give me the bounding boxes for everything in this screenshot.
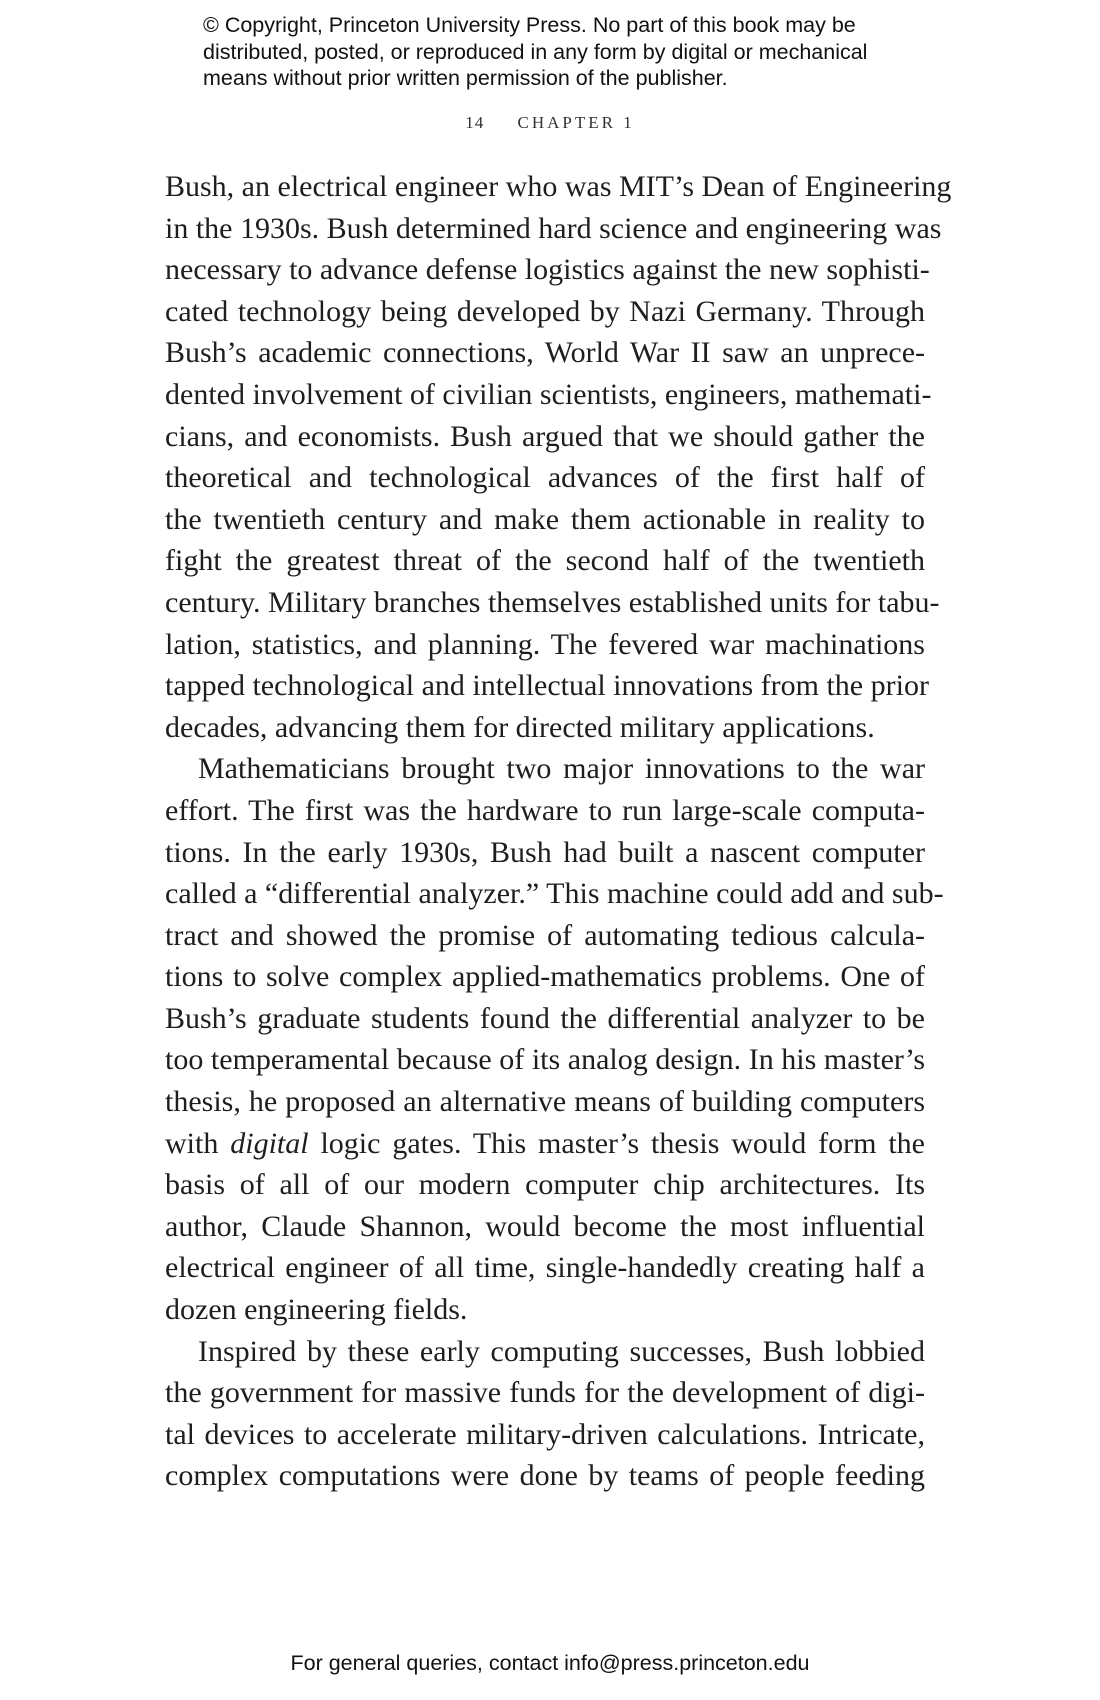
- text-line: the twentieth century and make them actionable in reality to: [165, 502, 925, 536]
- text-line: in the 1930s. Bush determined hard science and engineering was: [165, 211, 942, 245]
- body-text: [165, 166, 952, 1497]
- text-line: author, Claude Shannon, would become the most influential: [165, 1209, 925, 1243]
- running-head: [0, 113, 1100, 133]
- text-line: the government for massive funds for the development of digi-: [165, 1376, 925, 1410]
- text-line: called a “differential analyzer.” This machine could add and sub-: [165, 877, 944, 911]
- footer-contact: For general queries, contact info@press.princeton.edu: [290, 1651, 810, 1675]
- text-line: electrical engineer of all time, single-handedly creating half a: [165, 1251, 925, 1285]
- text-line: complex computations were done by teams of people feeding: [165, 1459, 925, 1493]
- paragraph-start-line: Mathematicians brought two major innovations to the war: [198, 752, 925, 786]
- text-line: dented involvement of civilian scientists, engineers, mathemati-: [165, 377, 932, 411]
- text-line-with-italic: [165, 1123, 925, 1165]
- text-segment: with: [165, 1126, 219, 1160]
- text-line: century. Military branches themselves established units for tabu-: [165, 585, 940, 619]
- text-line: Bush’s academic connections, World War II saw an unprece-: [165, 336, 925, 370]
- copyright-line: © Copyright, Princeton University Press. No part of this book may be: [203, 13, 856, 37]
- copyright-line: means without prior written permission of the publisher.: [203, 66, 728, 90]
- text-line: tract and showed the promise of automating tedious calcula-: [165, 918, 925, 952]
- paragraph-start-line: Inspired by these early computing successes, Bush lobbied: [198, 1334, 925, 1368]
- copyright-line: distributed, posted, or reproduced in any form by digital or mechanical: [203, 39, 868, 64]
- text-line: thesis, he proposed an alternative means of building computers: [165, 1085, 925, 1119]
- text-line: basis of all of our modern computer chip architectures. Its: [165, 1168, 925, 1202]
- text-segment: logic gates. This master’s thesis would form the: [320, 1126, 925, 1160]
- chapter-label: CHAPTER 1: [517, 113, 635, 132]
- text-line: tapped technological and intellectual innovations from the prior: [165, 669, 929, 703]
- text-line: theoretical and technological advances of the first half of: [165, 461, 925, 495]
- text-line: Bush, an electrical engineer who was MIT’s Dean of Engineering: [165, 170, 952, 203]
- text-line: tions to solve complex applied-mathematics problems. One of: [165, 960, 925, 994]
- text-line: cated technology being developed by Nazi Germany. Through: [165, 294, 925, 328]
- text-line: tal devices to accelerate military-driven calculations. Intricate,: [165, 1417, 925, 1451]
- page-number: 14: [465, 113, 485, 132]
- text-line: effort. The first was the hardware to run large-scale computa-: [165, 793, 925, 827]
- text-line: dozen engineering fields.: [165, 1293, 468, 1327]
- text-line: lation, statistics, and planning. The fevered war machinations: [165, 627, 925, 661]
- copyright-notice: [203, 12, 923, 92]
- text-line: too temperamental because of its analog design. In his master’s: [165, 1043, 925, 1077]
- text-line: cians, and economists. Bush argued that we should gather the: [165, 419, 925, 453]
- text-line: tions. In the early 1930s, Bush had built a nascent computer: [165, 835, 925, 869]
- text-line: fight the greatest threat of the second half of the twentieth: [165, 544, 925, 578]
- text-line: necessary to advance defense logistics against the new sophisti-: [165, 253, 930, 287]
- text-line: Bush’s graduate students found the differential analyzer to be: [165, 1001, 925, 1035]
- italic-emphasis: digital: [230, 1126, 309, 1160]
- text-line: decades, advancing them for directed military applications.: [165, 710, 875, 744]
